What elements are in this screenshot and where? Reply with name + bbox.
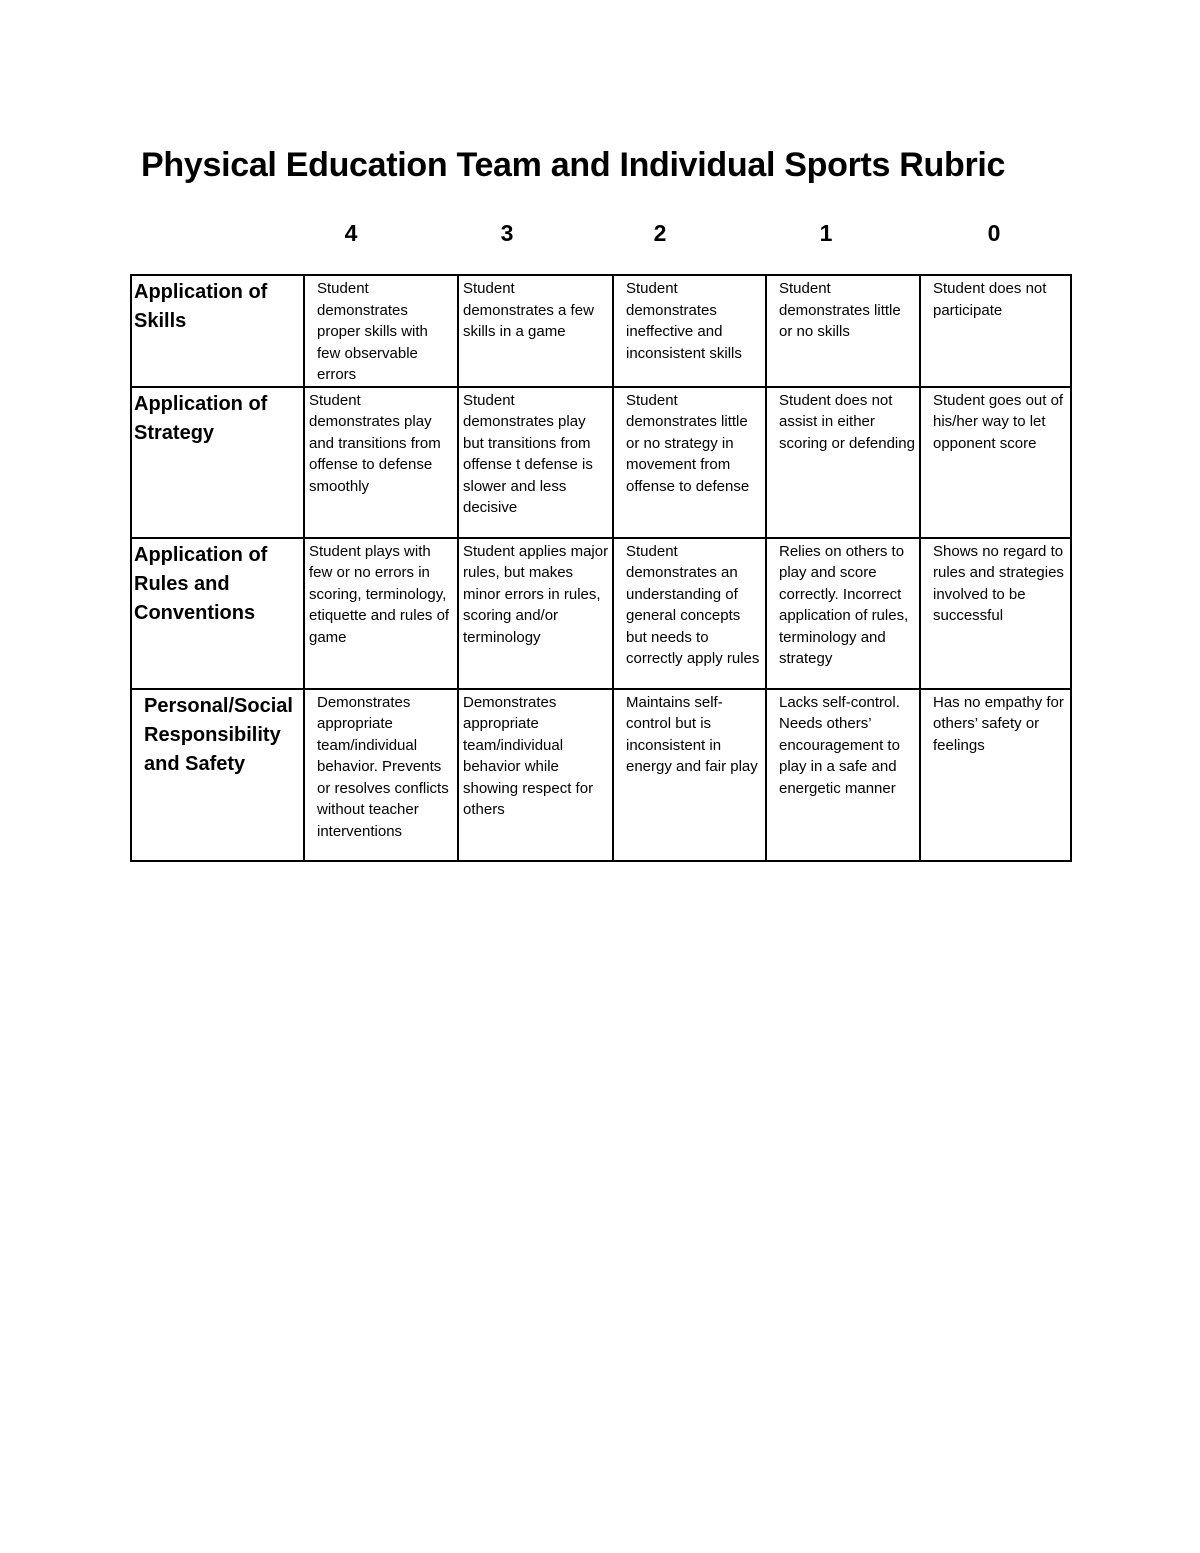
rubric-table xyxy=(130,274,1072,862)
score-header-3: 3 xyxy=(500,220,514,246)
table-row xyxy=(131,387,1071,538)
rubric-cell-score-1: Student does not assist in either scoring or defending xyxy=(766,387,920,538)
rubric-cell-score-2: Student demonstrates ineffective and inconsistent skills xyxy=(613,275,766,387)
score-header-2: 2 xyxy=(653,220,667,246)
rubric-cell-score-2: Student demonstrates little or no strategy in movement from offense to defense xyxy=(613,387,766,538)
rubric-cell-score-2: Student demonstrates an understanding of general concepts but needs to correctly apply rules xyxy=(613,538,766,689)
criterion-label: Personal/Social Responsibility and Safety xyxy=(131,689,304,861)
rubric-cell-score-1: Lacks self-control. Needs others’ encouragement to play in a safe and energetic manner xyxy=(766,689,920,861)
rubric-cell-score-1: Student demonstrates little or no skills xyxy=(766,275,920,387)
rubric-cell-score-4: Demonstrates appropriate team/individual behavior. Prevents or resolves conflicts without teacher interventions xyxy=(304,689,458,861)
table-row xyxy=(131,538,1071,689)
rubric-cell-score-4: Student plays with few or no errors in scoring, terminology, etiquette and rules of game xyxy=(304,538,458,689)
criterion-label: Application of Rules and Conventions xyxy=(131,538,304,689)
table-row xyxy=(131,689,1071,861)
rubric-cell-score-2: Maintains self-control but is inconsistent in energy and fair play xyxy=(613,689,766,861)
rubric-cell-score-1: Relies on others to play and score correctly. Incorrect application of rules, terminology and strategy xyxy=(766,538,920,689)
rubric-cell-score-3: Demonstrates appropriate team/individual behavior while showing respect for others xyxy=(458,689,613,861)
score-header-0: 0 xyxy=(987,220,1001,246)
criterion-label: Application of Strategy xyxy=(131,387,304,538)
rubric-cell-score-3: Student applies major rules, but makes minor errors in rules, scoring and/or terminology xyxy=(458,538,613,689)
rubric-cell-score-0: Student goes out of his/her way to let opponent score xyxy=(920,387,1071,538)
score-header-1: 1 xyxy=(819,220,833,246)
rubric-cell-score-3: Student demonstrates a few skills in a game xyxy=(458,275,613,387)
rubric-cell-score-3: Student demonstrates play but transitions from offense t defense is slower and less decisive xyxy=(458,387,613,538)
criterion-label: Application of Skills xyxy=(131,275,304,387)
rubric-cell-score-4: Student demonstrates proper skills with few observable errors xyxy=(304,275,458,387)
rubric-cell-score-4: Student demonstrates play and transitions from offense to defense smoothly xyxy=(304,387,458,538)
page-title: Physical Education Team and Individual Sports Rubric xyxy=(141,146,1006,184)
rubric-cell-score-0: Shows no regard to rules and strategies involved to be successful xyxy=(920,538,1071,689)
rubric-cell-score-0: Student does not participate xyxy=(920,275,1071,387)
score-header-4: 4 xyxy=(344,220,358,246)
rubric-cell-score-0: Has no empathy for others’ safety or feelings xyxy=(920,689,1071,861)
table-row xyxy=(131,275,1071,387)
